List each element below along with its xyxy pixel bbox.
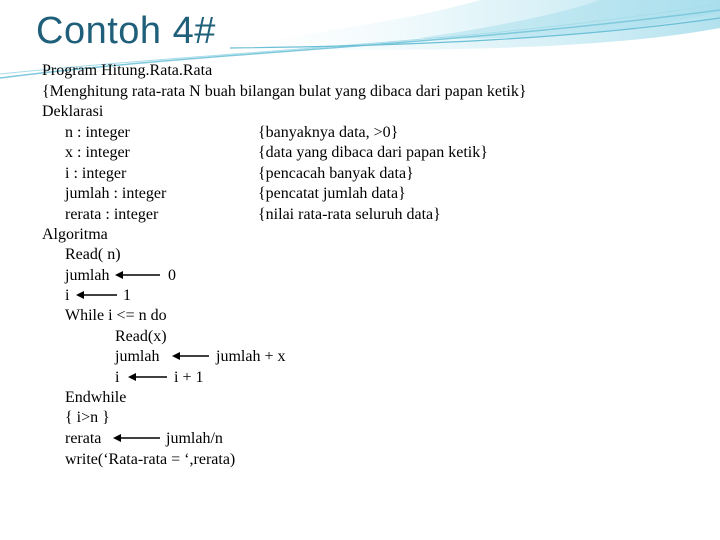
assign-arrow-icon <box>115 268 161 282</box>
assign-arrow-icon <box>128 370 168 384</box>
endwhile-line: Endwhile <box>65 389 127 406</box>
var-decl-x: x : integer <box>65 144 130 161</box>
var-note-i: {pencacah banyak data} <box>258 165 414 182</box>
var-note-x: {data yang dibaca dari papan ketik} <box>258 144 488 161</box>
assign-arrow-icon <box>172 349 210 363</box>
slide-title: Contoh 4# <box>36 10 216 52</box>
assign-i-rhs: 1 <box>123 287 131 304</box>
assign-jumlah-lhs: jumlah <box>65 267 110 284</box>
loop-jumlah-lhs: jumlah <box>115 348 160 365</box>
rerata-lhs: rerata <box>65 430 102 447</box>
var-decl-n: n : integer <box>65 124 130 141</box>
var-note-jumlah: {pencatat jumlah data} <box>258 185 406 202</box>
loop-i-lhs: i <box>115 369 120 386</box>
var-note-rerata: {nilai rata-rata seluruh data} <box>258 206 441 223</box>
var-note-n: {banyaknya data, >0} <box>258 124 399 141</box>
var-decl-jumlah: jumlah : integer <box>65 185 167 202</box>
loop-i-rhs: i + 1 <box>174 369 204 386</box>
var-decl-rerata: rerata : integer <box>65 206 159 223</box>
rerata-rhs: jumlah/n <box>166 430 223 447</box>
program-comment: {Menghitung rata-rata N buah bilangan bulat yang dibaca dari papan ketik} <box>42 83 527 100</box>
read-x-line: Read(x) <box>115 328 167 345</box>
var-decl-i: i : integer <box>65 165 127 182</box>
post-loop-comment: { i>n } <box>65 409 110 426</box>
program-header: Program Hitung.Rata.Rata <box>42 62 213 79</box>
algoritma-label: Algoritma <box>42 226 108 243</box>
read-n-line: Read( n) <box>65 246 121 263</box>
write-line: write(‘Rata-rata = ‘,rerata) <box>65 451 236 468</box>
assign-jumlah-rhs: 0 <box>168 267 176 284</box>
assign-arrow-icon <box>76 288 118 302</box>
assign-i-lhs: i <box>65 287 70 304</box>
deklarasi-label: Deklarasi <box>42 103 104 120</box>
while-line: While i <= n do <box>65 307 167 324</box>
loop-jumlah-rhs: jumlah + x <box>216 348 286 365</box>
assign-arrow-icon <box>113 431 161 445</box>
